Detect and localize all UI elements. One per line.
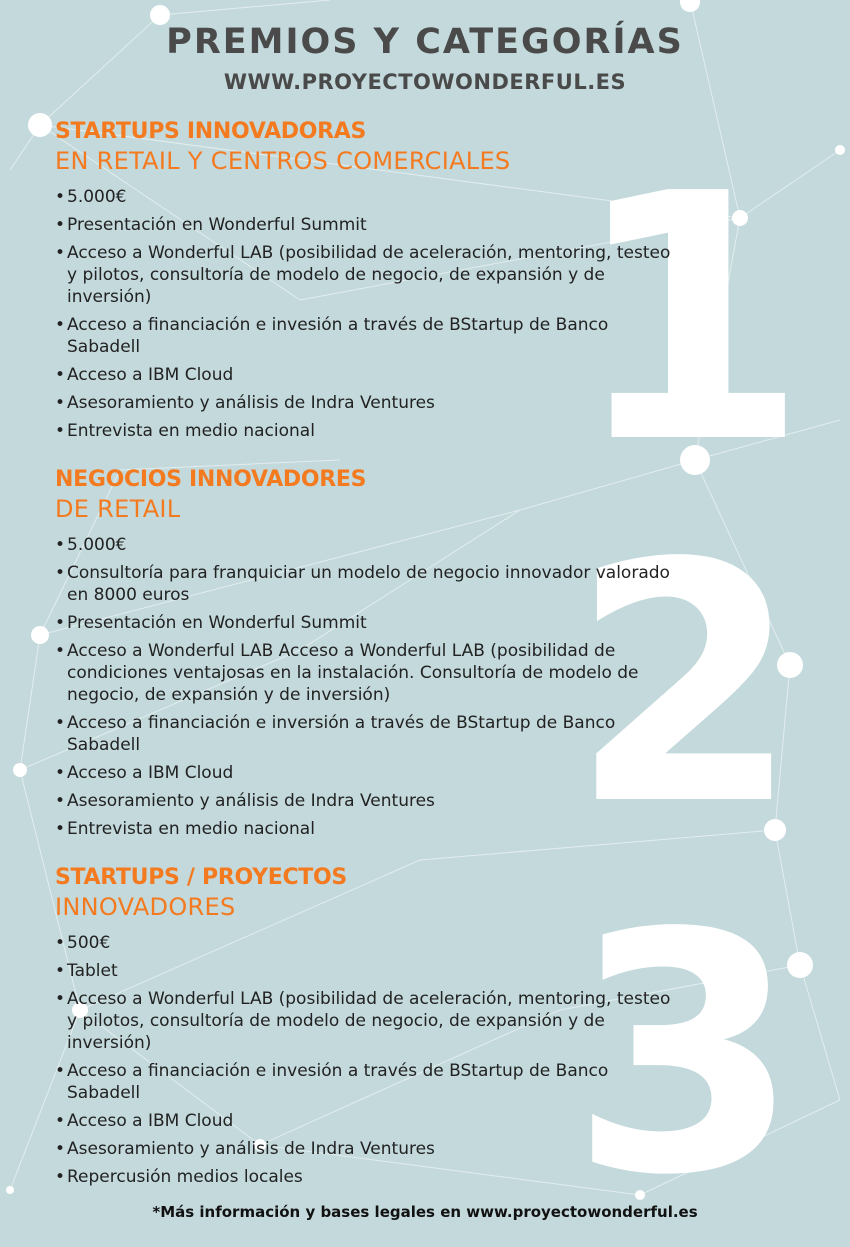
list-item-text: Acceso a IBM Cloud (67, 763, 234, 783)
list-item: • Acceso a Wonderful LAB (posibilidad de aceleración, mentoring, testeo y pilotos, consultoría de modelo de negocio, de expansión y de inversión) (55, 989, 671, 1053)
list-item: • Asesoramiento y análisis de Indra Ventures (55, 393, 435, 413)
list-item-text: 5.000€ (67, 187, 127, 207)
list-item: • Acceso a IBM Cloud (55, 763, 234, 783)
list-item-text: Presentación en Wonderful Summit (67, 613, 367, 633)
section-startups-retail (55, 118, 675, 448)
list-item-text: Entrevista en medio nacional (67, 819, 315, 839)
list-item-text: Acceso a Wonderful LAB (posibilidad de aceleración, mentoring, testeo y pilotos, consultoría de modelo de negocio, de expansión y de inversión) (67, 989, 671, 1053)
website-url: WWW.PROYECTOWONDERFUL.ES (223, 70, 627, 94)
list-item: • Acceso a financiación e invesión a través de BStartup de Banco Sabadell (55, 1061, 609, 1103)
list-item: • Tablet (55, 961, 118, 981)
list-item: • Asesoramiento y análisis de Indra Ventures (55, 791, 435, 811)
list-item: • Presentación en Wonderful Summit (55, 613, 367, 633)
list-item-text: Acceso a financiación e invesión a través de BStartup de Banco Sabadell (67, 1061, 609, 1103)
prize-list (55, 534, 675, 840)
list-item-text: Consultoría para franquiciar un modelo de negocio innovador valorado en 8000 euros (67, 563, 670, 605)
list-item-text: 5.000€ (67, 535, 127, 555)
list-item-text: Repercusión medios locales (67, 1167, 303, 1187)
list-item: • 500€ (55, 933, 111, 953)
list-item: • 5.000€ (55, 187, 127, 207)
section-subtitle: DE RETAIL (55, 495, 181, 523)
section-title: NEGOCIOS INNOVADORES (55, 467, 367, 492)
list-item: • Acceso a financiación e invesión a través de BStartup de Banco Sabadell (55, 315, 609, 357)
section-subtitle: EN RETAIL Y CENTROS COMERCIALES (55, 147, 511, 175)
list-item-text: Acceso a Wonderful LAB (posibilidad de aceleración, mentoring, testeo y pilotos, consultoría de modelo de negocio, de expansión y de inversión) (67, 243, 671, 307)
list-item-text: Acceso a Wonderful LAB Acceso a Wonderful LAB (posibilidad de condiciones ventajosas en la instalación. Consultoría de modelo de negocio, de expansión y de inversión) (67, 641, 639, 705)
section-3-number: 3 (570, 863, 800, 1247)
section-title: STARTUPS / PROYECTOS (55, 865, 347, 890)
list-item-text: Acceso a financiación e invesión a través de BStartup de Banco Sabadell (67, 315, 609, 357)
list-item: • Repercusión medios locales (55, 1167, 303, 1187)
prize-list (55, 932, 675, 1188)
page-title: PREMIOS Y CATEGORÍAS (166, 22, 684, 62)
section-1-number: 1 (571, 122, 809, 518)
list-item-text: Presentación en Wonderful Summit (67, 215, 367, 235)
list-item: • Presentación en Wonderful Summit (55, 215, 367, 235)
list-item-text: 500€ (67, 933, 111, 953)
list-item: • Acceso a Wonderful LAB (posibilidad de aceleración, mentoring, testeo y pilotos, consultoría de modelo de negocio, de expansión y de inversión) (55, 243, 671, 307)
list-item-text: Acceso a IBM Cloud (67, 1111, 234, 1131)
section-2-number: 2 (570, 493, 800, 877)
list-item: • Asesoramiento y análisis de Indra Ventures (55, 1139, 435, 1159)
list-item-text: Tablet (67, 961, 118, 981)
list-item: • Consultoría para franquiciar un modelo de negocio innovador valorado en 8000 euros (55, 563, 670, 605)
list-item-text: Acceso a IBM Cloud (67, 365, 234, 385)
list-item: • Entrevista en medio nacional (55, 819, 315, 839)
section-startups-proyectos (55, 864, 675, 1194)
footer-note: *Más información y bases legales en www.proyectowonderful.es (152, 1203, 698, 1221)
section-title: STARTUPS INNOVADORAS (55, 119, 367, 144)
list-item: • Acceso a financiación e inversión a través de BStartup de Banco Sabadell (55, 713, 616, 755)
list-item: • Acceso a Wonderful LAB Acceso a Wonderful LAB (posibilidad de condiciones ventajosas en la instalación. Consultoría de modelo de negocio, de expansión y de inversión) (55, 641, 639, 705)
section-negocios-retail (55, 466, 675, 846)
list-item-text: Asesoramiento y análisis de Indra Ventures (67, 791, 435, 811)
list-item: • Entrevista en medio nacional (55, 421, 315, 441)
list-item: • Acceso a IBM Cloud (55, 1111, 234, 1131)
list-item-text: Entrevista en medio nacional (67, 421, 315, 441)
list-item-text: Asesoramiento y análisis de Indra Ventures (67, 393, 435, 413)
prize-list (55, 186, 675, 442)
list-item: • 5.000€ (55, 535, 127, 555)
section-subtitle: INNOVADORES (55, 893, 236, 921)
list-item: • Acceso a IBM Cloud (55, 365, 234, 385)
list-item-text: Asesoramiento y análisis de Indra Ventures (67, 1139, 435, 1159)
list-item-text: Acceso a financiación e inversión a través de BStartup de Banco Sabadell (67, 713, 616, 755)
